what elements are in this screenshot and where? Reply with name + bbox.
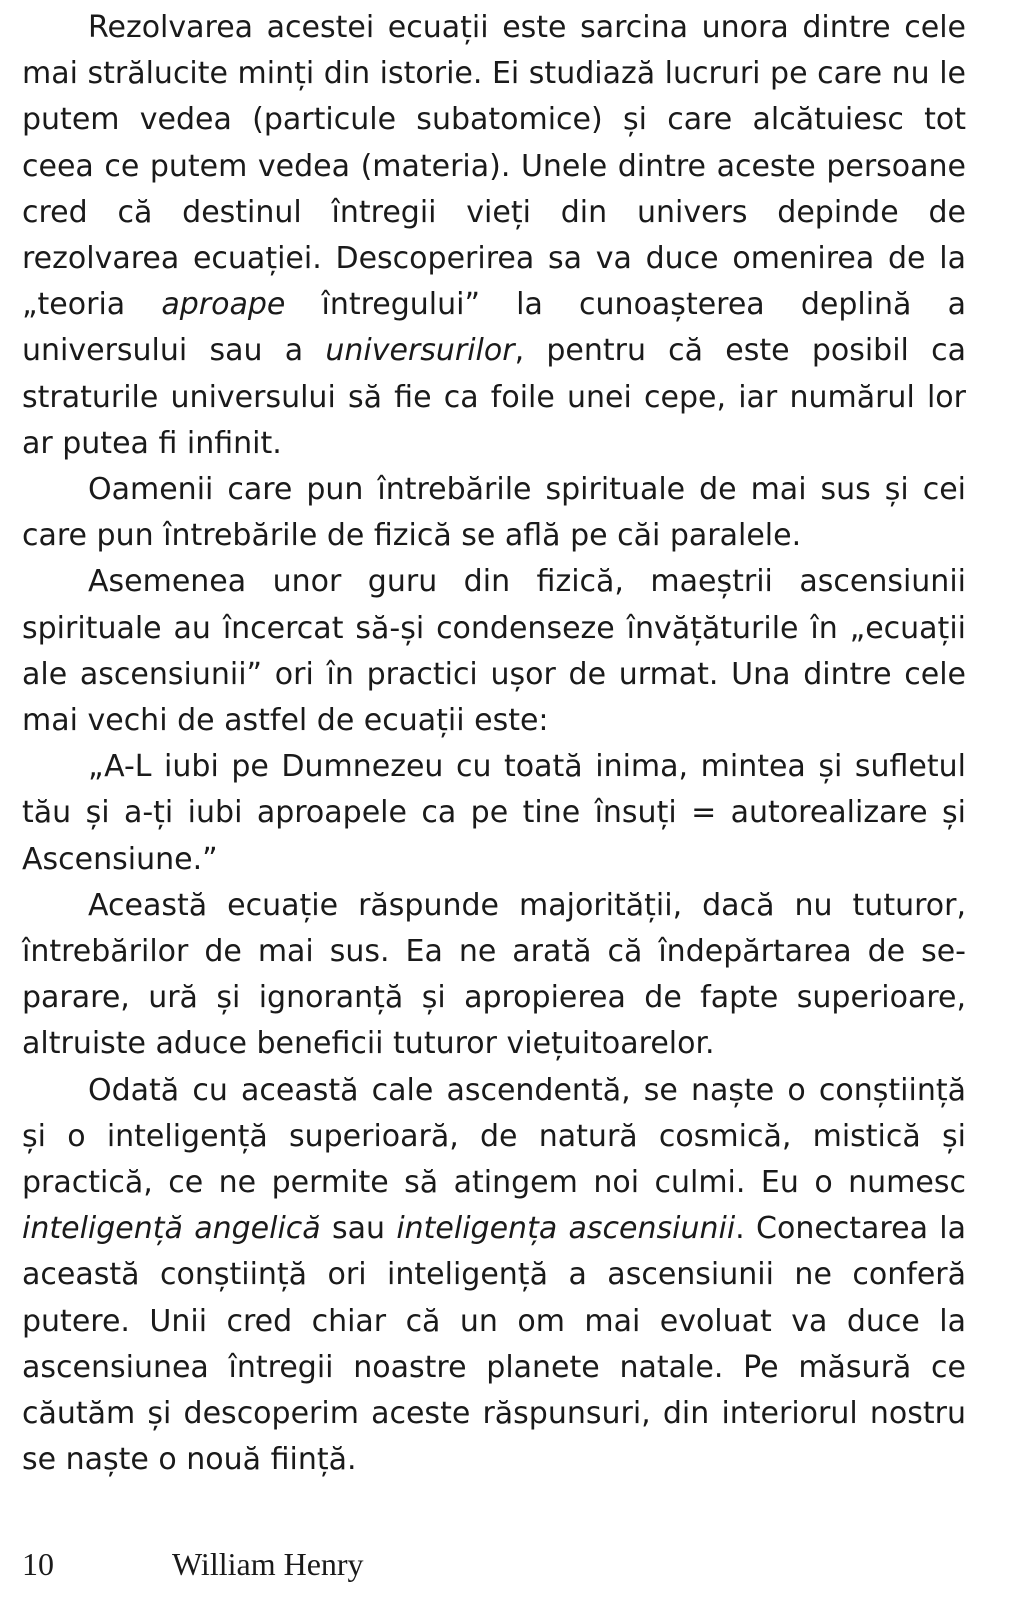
italic-text: aproape (161, 287, 286, 323)
running-author: William Henry (172, 1546, 364, 1582)
text-span: , pentru că este posibil ca straturile universului să fie ca foile unei cepe, iar numărul lor ar putea fi infinit. (22, 333, 966, 461)
text-span: „A-L iubi pe Dumnezeu cu toată inima, mintea și sufletul tău și a-ți iubi aproapele ca pe tine însuți = autorealizare și Ascensiune.” (22, 749, 966, 877)
page-number: 10 (22, 1546, 54, 1582)
body-text (22, 5, 966, 1484)
text-span: întregului” la cunoașterea deplină a universului sau a (22, 287, 966, 369)
text-span: sau (320, 1211, 397, 1247)
quote-paragraph (22, 744, 966, 883)
italic-text: universurilor (325, 333, 515, 369)
text-span: Odată cu această cale ascendentă, se naște o conștiință și o inteligență superioară, de natură cosmică, mistică și practică, ce ne permite să atingem noi culmi. Eu o numesc (22, 1072, 966, 1201)
paragraph (22, 467, 966, 559)
text-span: . Conectarea la această conștiință ori inteligență a ascensiunii ne conferă putere. Unii cred chiar că un om mai evoluat va duce la ascensiunea întregii noastre planete natale. Pe măsură ce căutăm și descoperim aceste răspunsuri, din interiorul nostru se naște o nouă ființă. (22, 1211, 966, 1478)
text-span: Oamenii care pun întrebările spirituale de mai sus și cei care pun întrebările de fizică se află pe căi paralele. (22, 472, 966, 554)
text-span: Această ecuație răspunde majorității, dacă nu tuturor, întrebărilor de mai sus. Ea ne arată că îndepărtarea de separare, ură și ignoranță și apropierea de fapte superioare, altruiste aduce beneficii tuturor viețuitoarelor. (22, 887, 966, 1062)
page-footer (22, 1546, 364, 1583)
italic-text: inteligența ascensiunii (396, 1211, 736, 1247)
text-span: Rezolvarea acestei ecuații este sarcina unora dintre cele mai strălucite minți din istorie. Ei studiază lucruri pe care nu le putem vedea (particule subatomice) și care alcătuiesc tot ceea ce putem vedea (materia). Unele dintre aceste persoane cred că destinul întregii vieți din univers depinde de rezolvarea ecuației. Descoperirea sa va duce omenirea de la „teoria (22, 10, 966, 323)
paragraph (22, 559, 966, 744)
text-span: Asemenea unor guru din fizică, maeștrii ascensiunii spirituale au încercat să-și condenseze învățăturile în „ecuații ale ascensiunii” ori în practici ușor de urmat. Una dintre cele mai vechi de astfel de ecuații este: (22, 564, 966, 739)
paragraph (22, 883, 966, 1068)
paragraph (22, 5, 966, 467)
italic-text: inteligență angelică (22, 1211, 321, 1247)
paragraph (22, 1068, 966, 1484)
